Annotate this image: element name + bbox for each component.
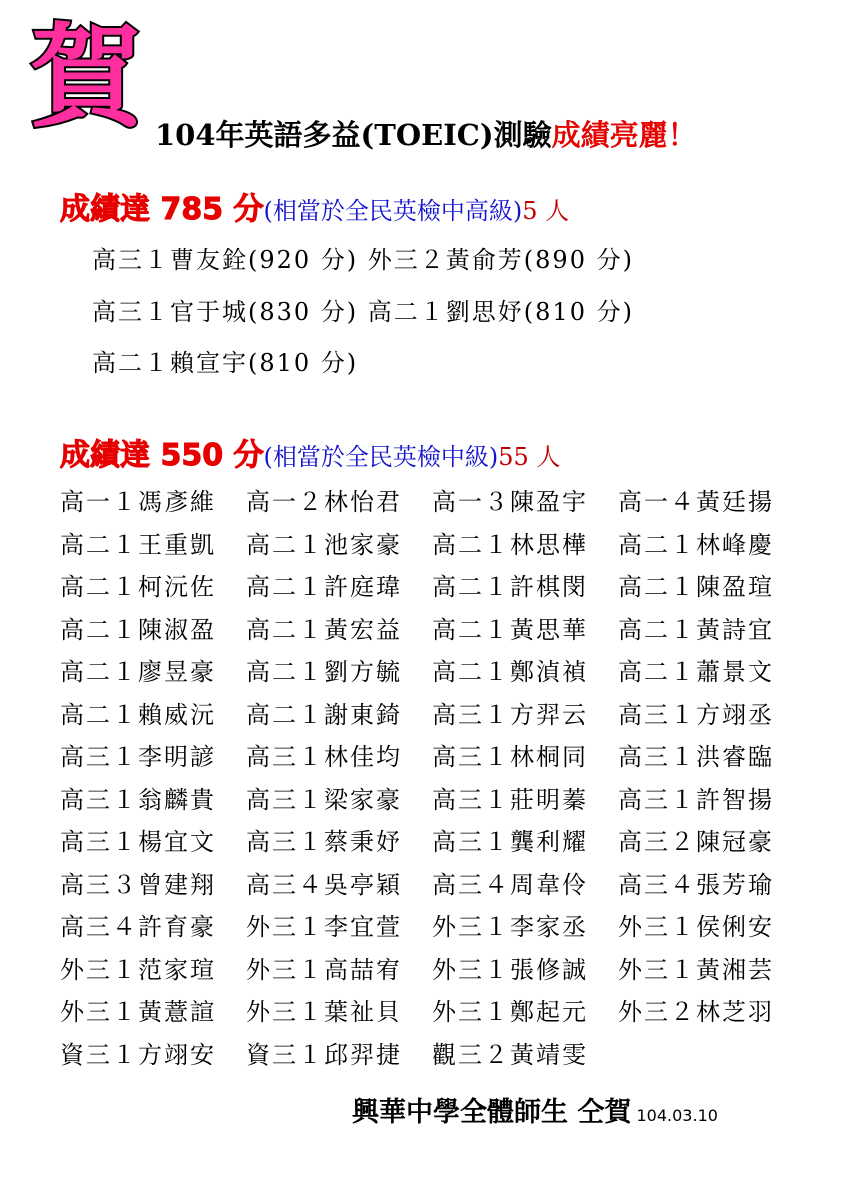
list-row <box>60 610 804 653</box>
list-item: 高二１陳盈瑄 <box>618 573 774 601</box>
list-item: 高三４吳亭穎 <box>246 870 402 899</box>
section-785-count: 5 人 <box>522 197 570 225</box>
list-item: 高二１謝東錡 <box>246 700 402 729</box>
list-item: 高三１洪睿臨 <box>618 743 774 771</box>
list-item: 高二１陳淑盈 <box>60 615 216 644</box>
list-item: 高二１劉方毓 <box>246 658 402 686</box>
list-row <box>60 567 804 610</box>
section-785-note: (相當於全民英檢中高級) <box>263 197 523 225</box>
list-item: 高三１方翊丞 <box>618 700 774 729</box>
list-item: 高二１許庭瑋 <box>246 573 402 601</box>
list-item: 外三１高喆宥 <box>246 955 402 984</box>
list-item: 高二１黃宏益 <box>246 615 402 644</box>
list-item: 觀三２黃靖雯 <box>432 1040 588 1069</box>
list-row <box>60 695 804 738</box>
title-highlight: 成績亮麗！ <box>551 118 697 152</box>
section-550-heading <box>60 430 560 474</box>
list-item: 高三４張芳瑜 <box>618 870 774 899</box>
list-item: 高一１馮彥維 <box>60 488 216 516</box>
list-item: 高三３曾建翔 <box>60 870 216 899</box>
list-item: 高三１方羿云 <box>432 700 588 729</box>
list-item: 高二１賴宣宇(810 分) <box>92 349 359 377</box>
list-row <box>60 992 804 1035</box>
list-item: 高三１莊明蓁 <box>432 785 588 814</box>
footer-date: 104.03.10 <box>636 1106 718 1125</box>
list-item: 高三１林桐同 <box>432 743 588 771</box>
section-550-count: 55 人 <box>498 443 561 471</box>
list-item: 外三１張修誠 <box>432 955 588 984</box>
list-row <box>60 865 804 908</box>
list-row <box>60 1035 804 1078</box>
section-785-heading <box>60 184 569 228</box>
list-item: 高二１賴威沅 <box>60 700 216 729</box>
list-row <box>60 822 804 865</box>
list-item: 高三１龔利耀 <box>432 828 588 856</box>
list-item: 高二１柯沅佐 <box>60 573 216 601</box>
list-item: 高二１黃詩宜 <box>618 615 774 644</box>
list-item: 高三１梁家豪 <box>246 785 402 814</box>
list-item: 外三１范家瑄 <box>60 955 216 984</box>
list-item: 高三１曹友銓(920 分) 外三２黃俞芳(890 分) <box>92 246 634 274</box>
list-item: 高三１官于城(830 分) 高二１劉思妤(810 分) <box>92 298 634 326</box>
list-item: 高三１許智揚 <box>618 785 774 814</box>
list-item: 資三１邱羿捷 <box>246 1040 402 1069</box>
page-title <box>155 113 697 154</box>
list-item: 高二１林峰慶 <box>618 530 774 559</box>
footer <box>352 1090 718 1129</box>
list-item: 高三４周韋伶 <box>432 870 588 899</box>
title-main: 104年英語多益(TOEIC)測驗 <box>155 118 552 152</box>
list-item: 高二１黃思華 <box>432 615 588 644</box>
list-row <box>60 482 804 525</box>
list-row <box>60 780 804 823</box>
section-785-title: 成績達 785 分 <box>60 192 264 227</box>
list-item: 外三１黃薏諠 <box>60 998 216 1026</box>
list-item: 高二１林思樺 <box>432 530 588 559</box>
list-item: 外三１鄭起元 <box>432 998 588 1026</box>
list-row <box>60 652 804 695</box>
list-item: 高三１李明諺 <box>60 743 216 771</box>
list-item: 高一４黃廷揚 <box>618 488 774 516</box>
section-550-note: (相當於全民英檢中級) <box>263 443 499 471</box>
list-item: 外三１侯俐安 <box>618 913 774 941</box>
list-item: 高三４許育豪 <box>60 913 216 941</box>
list-item: 高二１王重凱 <box>60 530 216 559</box>
section-550-list <box>60 482 804 1077</box>
list-item: 高二１蕭景文 <box>618 658 774 686</box>
list-item: 高三１楊宜文 <box>60 828 216 856</box>
list-row <box>60 737 804 780</box>
list-item: 外三１李宜萱 <box>246 913 402 941</box>
list-item: 高三１林佳均 <box>246 743 402 771</box>
list-item: 外三１黃湘芸 <box>618 955 774 984</box>
list-item: 高一２林怡君 <box>246 488 402 516</box>
list-row <box>60 525 804 568</box>
list-row <box>60 907 804 950</box>
list-item: 高二１廖昱豪 <box>60 658 216 686</box>
list-item: 高三１蔡秉妤 <box>246 828 402 856</box>
list-item: 高二１許棋閔 <box>432 573 588 601</box>
list-item: 高一３陳盈宇 <box>432 488 588 516</box>
he-congrats-logo: 賀 <box>30 13 138 143</box>
list-item: 高三１翁麟貴 <box>60 785 216 814</box>
list-item: 高二１池家豪 <box>246 530 402 559</box>
list-item: 高三２陳冠豪 <box>618 828 774 856</box>
footer-congrats: 興華中學全體師生 仝賀 <box>352 1097 632 1128</box>
section-550-title: 成績達 550 分 <box>60 438 264 473</box>
list-item: 外三１李家丞 <box>432 913 588 941</box>
list-item: 高二１鄭湞禎 <box>432 658 588 686</box>
list-item: 外三２林芝羽 <box>618 998 774 1026</box>
list-row <box>60 950 804 993</box>
list-item: 資三１方翊安 <box>60 1040 216 1069</box>
list-item: 外三１葉祉貝 <box>246 998 402 1026</box>
